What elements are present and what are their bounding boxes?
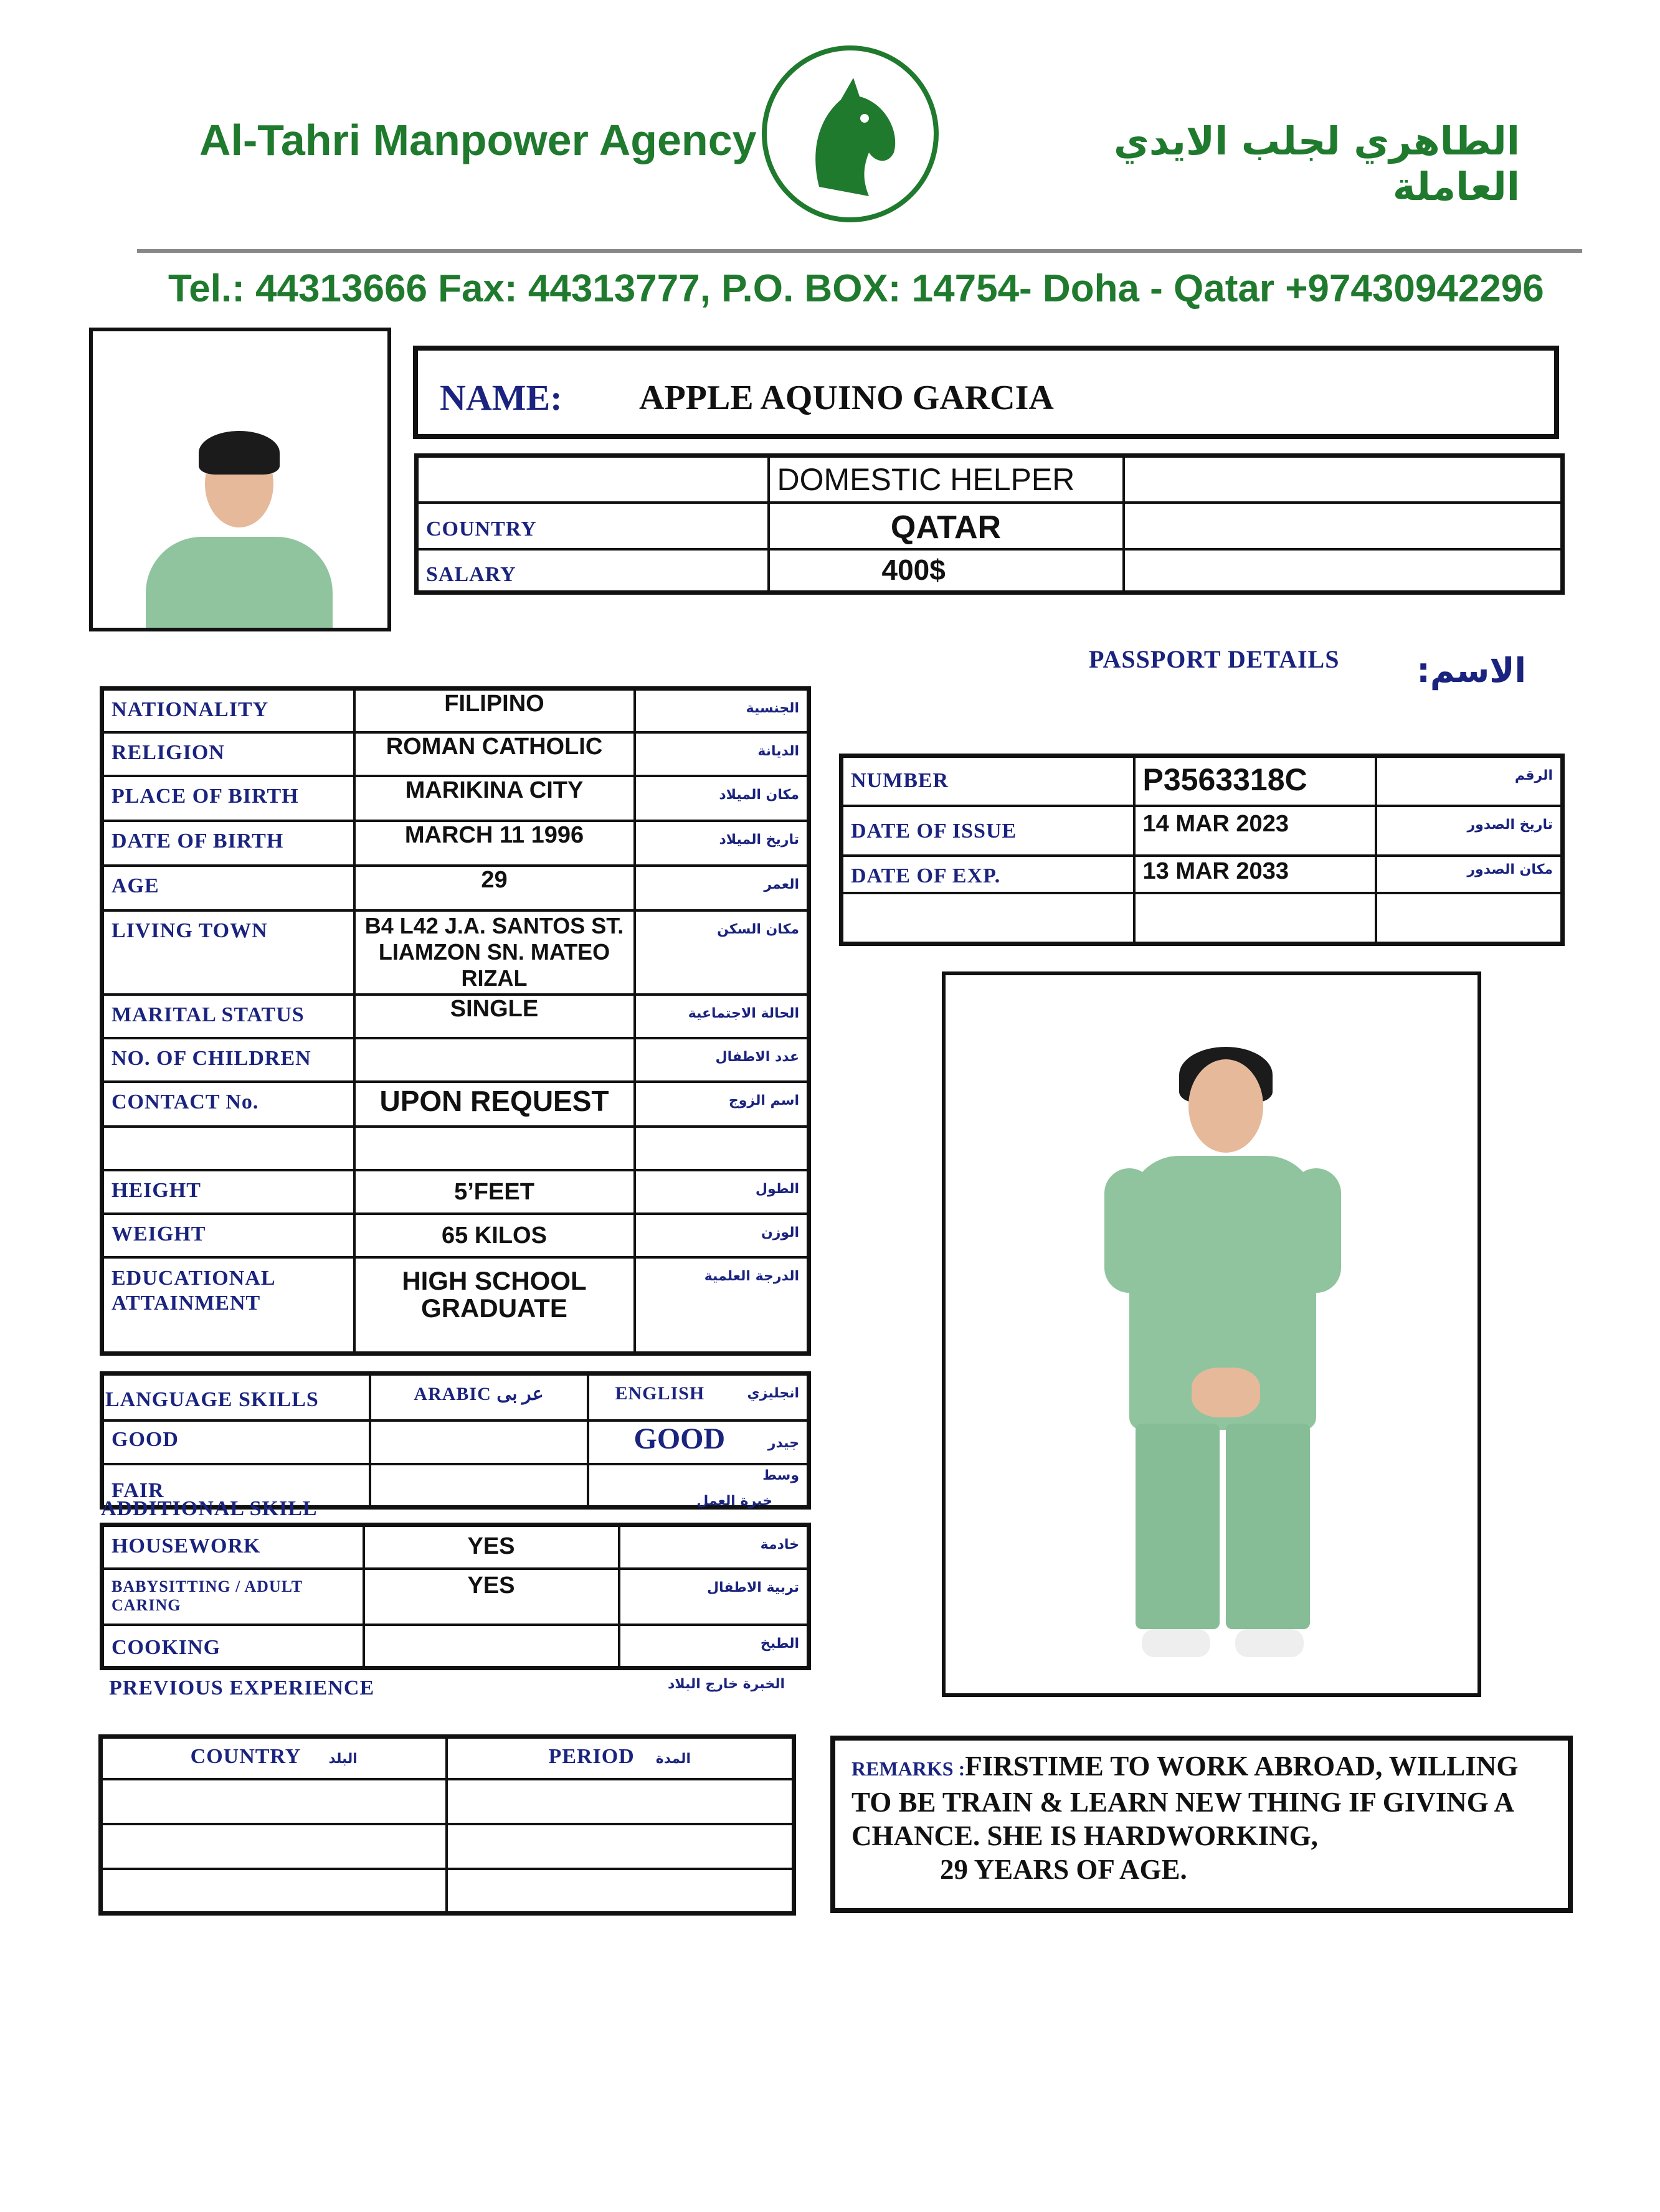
name-box: [413, 346, 1559, 439]
agency-name-ar: الطاهري لجلب الايدي العاملة: [1114, 118, 1520, 209]
weight-ar: الوزن: [635, 1214, 809, 1257]
passport-number-value: P3563318C: [1134, 756, 1376, 806]
good-english-cell: [588, 1420, 809, 1464]
position-empty-cell: [417, 456, 769, 503]
agency-contact-line: Tel.: 44313666 Fax: 44313777, P.O. BOX: 14754- Doha - Qatar +97430942296: [168, 267, 1544, 310]
prev-country-cell: [101, 1779, 447, 1824]
education-ar: الدرجة العلمية: [635, 1257, 809, 1354]
prev-period-ar: المدة: [655, 1751, 691, 1767]
shoe-left: [1142, 1629, 1210, 1657]
living-town-label: LIVING TOWN: [102, 910, 354, 995]
passport-empty-cell: [1376, 893, 1563, 944]
prev-period-cell: [447, 1779, 794, 1824]
blank-ar: [635, 1127, 809, 1170]
date-of-issue-ar: تاريخ الصدور: [1376, 806, 1563, 856]
passport-details-title: PASSPORT DETAILS: [1089, 645, 1340, 673]
remarks-box: [830, 1736, 1573, 1913]
prev-country-label: COUNTRY: [190, 1745, 301, 1768]
date-of-birth-value: MARCH 11 1996: [354, 821, 635, 866]
country-label: COUNTRY: [417, 503, 769, 549]
previous-experience-title-ar: الخبرة خارج البلاد: [667, 1676, 785, 1692]
applicant-name: APPLE AQUINO GARCIA: [639, 379, 1054, 417]
scrubs-top: [146, 537, 333, 631]
previous-experience-table: [98, 1734, 796, 1916]
housework-label: HOUSEWORK: [102, 1525, 364, 1569]
hair: [199, 431, 280, 475]
fair-arabic-cell: [370, 1464, 588, 1508]
period-column-header: [447, 1737, 794, 1779]
additional-skills-table: [100, 1523, 811, 1670]
contact-value: UPON REQUEST: [354, 1082, 635, 1127]
weight-value: 65 KILOS: [354, 1214, 635, 1257]
height-label: HEIGHT: [102, 1170, 354, 1214]
horse-head-logo-icon: [760, 44, 941, 224]
passport-empty-cell: [842, 893, 1134, 944]
fair-row-label: FAIR: [102, 1464, 370, 1508]
header-divider: [137, 249, 1582, 253]
passport-number-label: NUMBER: [842, 756, 1134, 806]
children-label: NO. OF CHILDREN: [102, 1038, 354, 1082]
passport-number-ar: الرقم: [1376, 756, 1563, 806]
good-arabic-cell: [370, 1420, 588, 1464]
place-of-birth-ar: مكان الميلاد: [635, 776, 809, 821]
name-label-arabic: الاسم:: [1416, 651, 1526, 690]
living-town-ar: مكان السكن: [635, 910, 809, 995]
good-row-label: GOOD: [102, 1420, 370, 1464]
country-value: QATAR: [769, 503, 1124, 549]
position-value: DOMESTIC HELPER: [769, 456, 1124, 503]
country-extra-cell: [1124, 503, 1563, 549]
housework-value: YES: [364, 1525, 619, 1569]
nationality-label: NATIONALITY: [102, 689, 354, 732]
english-label: ENGLISH: [615, 1383, 705, 1404]
education-label: EDUCATIONAL ATTAINMENT: [102, 1257, 354, 1354]
cooking-label: COOKING: [102, 1625, 364, 1668]
scrubs-sleeve-left: [1104, 1168, 1154, 1293]
blank-label: [102, 1127, 354, 1170]
english-ar: انجليزي: [747, 1386, 799, 1401]
good-ar: جيدر: [767, 1435, 799, 1451]
remarks-age-line: 29 YEARS OF AGE.: [940, 1854, 1187, 1885]
weight-label: WEIGHT: [102, 1214, 354, 1257]
language-skills-header: LANGUAGE SKILLS: [102, 1374, 370, 1420]
prev-country-cell: [101, 1824, 447, 1869]
babysitting-label: BABYSITTING / ADULT CARING: [102, 1569, 364, 1625]
marital-status-ar: الحالة الاجتماعية: [635, 995, 809, 1038]
date-of-issue-value: 14 MAR 2023: [1134, 806, 1376, 856]
housework-ar: خادمة: [619, 1525, 809, 1569]
prev-period-cell: [447, 1869, 794, 1914]
position-table: [414, 453, 1565, 595]
passport-table: [839, 754, 1565, 946]
language-skills-table: [100, 1371, 811, 1510]
prev-country-cell: [101, 1869, 447, 1914]
date-of-birth-ar: تاريخ الميلاد: [635, 821, 809, 866]
date-of-exp-label: DATE OF EXP.: [842, 856, 1134, 893]
country-column-header: [101, 1737, 447, 1779]
date-of-exp-value: 13 MAR 2033: [1134, 856, 1376, 893]
height-ar: الطول: [635, 1170, 809, 1214]
hands: [1192, 1368, 1260, 1417]
prev-country-ar: البلد: [328, 1751, 358, 1767]
fair-ar: وسط: [588, 1464, 809, 1508]
cooking-value: [364, 1625, 619, 1668]
remarks-text: [851, 1749, 1552, 1853]
face: [1188, 1059, 1263, 1153]
additional-skill-title: ADDITIONAL SKILL: [101, 1497, 318, 1520]
english-column-header: [588, 1374, 809, 1420]
agency-header: [137, 37, 1582, 324]
good-english-value: GOOD: [633, 1422, 726, 1455]
nationality-ar: الجنسية: [635, 689, 809, 732]
shoe-right: [1235, 1629, 1304, 1657]
religion-label: RELIGION: [102, 732, 354, 776]
education-value: HIGH SCHOOL GRADUATE: [354, 1257, 635, 1354]
marital-status-value: SINGLE: [354, 995, 635, 1038]
remarks-label: REMARKS :: [851, 1757, 965, 1780]
passport-empty-cell: [1134, 893, 1376, 944]
living-town-value: B4 L42 J.A. SANTOS ST. LIAMZON SN. MATEO RIZAL: [354, 910, 635, 995]
arabic-column-header: ARABIC عر بى: [370, 1374, 588, 1420]
babysitting-ar: تربية الاطفال: [619, 1569, 809, 1625]
salary-value: 400$: [769, 549, 1124, 593]
agency-name-en: Al-Tahri Manpower Agency: [199, 116, 757, 164]
additional-skill-title-ar: خبرة العمل: [696, 1493, 772, 1509]
salary-label: SALARY: [417, 549, 769, 593]
scrubs-pants-left: [1136, 1424, 1220, 1629]
contact-ar: اسم الزوج: [635, 1082, 809, 1127]
applicant-full-body-photo: [942, 971, 1481, 1697]
children-value: [354, 1038, 635, 1082]
personal-details-table: [100, 686, 811, 1356]
age-label: AGE: [102, 866, 354, 910]
age-ar: العمر: [635, 866, 809, 910]
height-value: 5’FEET: [354, 1170, 635, 1214]
place-of-birth-label: PLACE OF BIRTH: [102, 776, 354, 821]
applicant-headshot-photo: [89, 328, 391, 631]
cooking-ar: الطبخ: [619, 1625, 809, 1668]
blank-value: [354, 1127, 635, 1170]
salary-extra-cell: [1124, 549, 1563, 593]
religion-value: ROMAN CATHOLIC: [354, 732, 635, 776]
date-of-birth-label: DATE OF BIRTH: [102, 821, 354, 866]
scrubs-sleeve-right: [1291, 1168, 1341, 1293]
name-label: NAME:: [440, 377, 562, 418]
children-ar: عدد الاطفال: [635, 1038, 809, 1082]
nationality-value: FILIPINO: [354, 689, 635, 732]
position-extra-cell: [1124, 456, 1563, 503]
prev-period-cell: [447, 1824, 794, 1869]
scrubs-pants-right: [1226, 1424, 1310, 1629]
remarks-body: FIRSTIME TO WORK ABROAD, WILLING TO BE TRAIN & LEARN NEW THING IF GIVING A CHANCE. SHE IS HARDWORKING,: [851, 1751, 1519, 1851]
marital-status-label: MARITAL STATUS: [102, 995, 354, 1038]
babysitting-value: YES: [364, 1569, 619, 1625]
date-of-issue-label: DATE OF ISSUE: [842, 806, 1134, 856]
prev-period-label: PERIOD: [548, 1745, 635, 1768]
age-value: 29: [354, 866, 635, 910]
date-of-exp-ar: مكان الصدور: [1376, 856, 1563, 893]
religion-ar: الديانة: [635, 732, 809, 776]
previous-experience-title: PREVIOUS EXPERIENCE: [109, 1676, 375, 1699]
place-of-birth-value: MARIKINA CITY: [354, 776, 635, 821]
contact-label: CONTACT No.: [102, 1082, 354, 1127]
